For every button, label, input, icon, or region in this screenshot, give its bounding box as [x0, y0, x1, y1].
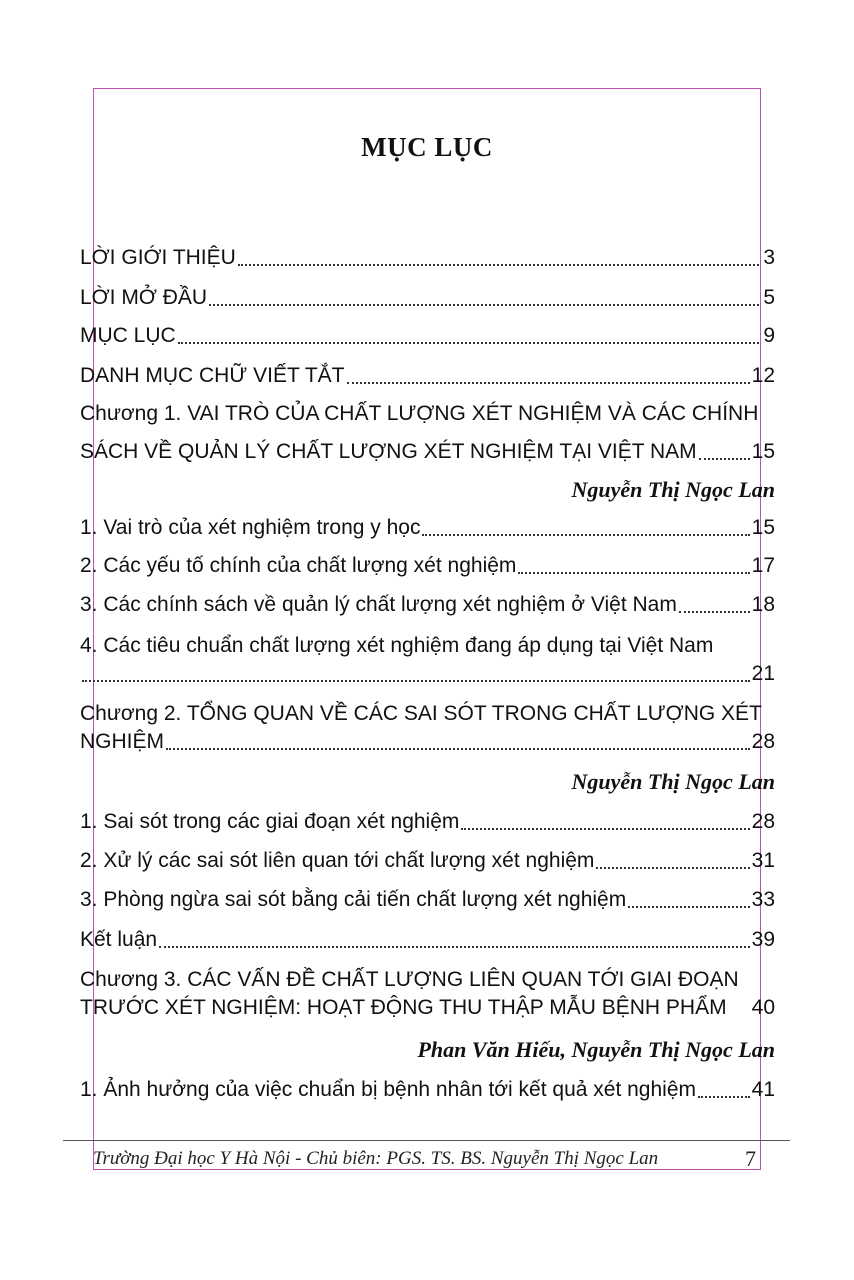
toc-entry[interactable]: [80, 244, 775, 272]
toc-leader-dots: [238, 264, 759, 266]
toc-leader-dots: [698, 1096, 750, 1098]
toc-entry[interactable]: [80, 1076, 775, 1104]
toc-leader-dots: [628, 906, 749, 908]
toc-leader-dots: [699, 458, 750, 460]
toc-entry-line: 4. Các tiêu chuẩn chất lượng xét nghiệm đang áp dụng tại Việt Nam: [80, 634, 714, 657]
toc-entry-title: LỜI GIỚI THIỆU: [80, 246, 236, 269]
toc-page-number: 21: [751, 662, 775, 685]
toc-entry-title: 1. Vai trò của xét nghiệm trong y học: [80, 516, 421, 539]
toc-page-number: 41: [751, 1078, 775, 1101]
toc-page-number: 18: [751, 593, 775, 616]
toc-entry[interactable]: [80, 808, 775, 836]
toc-entry-title: NGHIỆM: [80, 730, 164, 753]
toc-leader-dots: [518, 572, 749, 574]
toc-entry-title: TRƯỚC XÉT NGHIỆM: HOẠT ĐỘNG THU THẬP MẪU BỆNH PHẨM: [80, 996, 727, 1019]
page-title: MỤC LỤC: [361, 132, 493, 162]
toc-page-number: 28: [751, 730, 775, 753]
toc-leader-dots: [209, 304, 759, 306]
toc-entry-title: 1. Sai sót trong các giai đoạn xét nghiệm: [80, 810, 460, 833]
toc-page-number: 12: [751, 364, 775, 387]
toc-page-number: 17: [751, 554, 775, 577]
toc-leader-dots: [82, 680, 750, 682]
toc-page-number: 40: [751, 996, 775, 1019]
toc-entry[interactable]: [80, 438, 775, 466]
toc-entry[interactable]: [80, 926, 775, 954]
toc-entry[interactable]: [80, 660, 775, 688]
footer-divider: [63, 1140, 790, 1141]
toc-leader-dots: [461, 828, 749, 830]
toc-leader-dots: [596, 867, 749, 869]
toc-page-number: 5: [763, 286, 775, 309]
toc-page-number: 15: [751, 516, 775, 539]
toc-entry-title: SÁCH VỀ QUẢN LÝ CHẤT LƯỢNG XÉT NGHIỆM TẠI VIỆT NAM: [80, 440, 697, 463]
toc-author: Nguyễn Thị Ngọc Lan: [571, 769, 775, 794]
toc-page-number: 33: [751, 888, 775, 911]
toc-entry-title: 2. Các yếu tố chính của chất lượng xét nghiệm: [80, 554, 517, 577]
toc-leader-dots: [347, 382, 750, 384]
toc-entry-title: 2. Xử lý các sai sót liên quan tới chất lượng xét nghiệm: [80, 849, 595, 872]
toc-leader-dots: [166, 748, 750, 750]
toc-page-number: 15: [751, 440, 775, 463]
toc-leader-dots: [422, 534, 749, 536]
toc-page-number: 9: [763, 324, 775, 347]
toc-entry[interactable]: [80, 514, 775, 542]
toc-leader-dots: [178, 342, 759, 344]
toc-entry[interactable]: [80, 362, 775, 390]
toc-entry-title: LỜI MỞ ĐẦU: [80, 286, 208, 309]
toc-entry-title: 3. Các chính sách về quản lý chất lượng xét nghiệm ở Việt Nam: [80, 593, 677, 616]
toc-entry[interactable]: [80, 728, 775, 756]
toc-entry[interactable]: [80, 591, 775, 619]
toc-author: Nguyễn Thị Ngọc Lan: [571, 477, 775, 502]
toc-leader-dots: [159, 946, 750, 948]
toc-entry-line: Chương 2. TỔNG QUAN VỀ CÁC SAI SÓT TRONG CHẤT LƯỢNG XÉT: [80, 702, 762, 725]
toc-page-number: 3: [763, 246, 775, 269]
toc-author: Phan Văn Hiếu, Nguyễn Thị Ngọc Lan: [417, 1037, 775, 1062]
toc-page-number: 39: [751, 928, 775, 951]
toc-entry-line: Chương 3. CÁC VẤN ĐỀ CHẤT LƯỢNG LIÊN QUAN TỚI GIAI ĐOẠN: [80, 968, 739, 991]
toc-entry-title: Kết luận: [80, 928, 158, 951]
footer-text: Trường Đại học Y Hà Nội - Chủ biên: PGS. TS. BS. Nguyễn Thị Ngọc Lan: [93, 1148, 659, 1169]
toc-page-number: 31: [751, 849, 775, 872]
toc-entry[interactable]: [80, 994, 775, 1022]
toc-entry-line: Chương 1. VAI TRÒ CỦA CHẤT LƯỢNG XÉT NGHIỆM VÀ CÁC CHÍNH: [80, 402, 759, 425]
toc-entry-title: 3. Phòng ngừa sai sót bằng cải tiến chất lượng xét nghiệm: [80, 888, 627, 911]
toc-entry-title: 1. Ảnh hưởng của việc chuẩn bị bệnh nhân tới kết quả xét nghiệm: [80, 1078, 697, 1101]
toc-entry-title: DANH MỤC CHỮ VIẾT TẮT: [80, 364, 345, 387]
toc-entry-title: MỤC LỤC: [80, 324, 176, 347]
toc-leader-dots: [679, 611, 750, 613]
toc-entry[interactable]: [80, 552, 775, 580]
toc-entry[interactable]: [80, 847, 775, 875]
toc-entry[interactable]: [80, 886, 775, 914]
toc-entry[interactable]: [80, 322, 775, 350]
toc-page-number: 28: [751, 810, 775, 833]
footer-page-number: 7: [745, 1146, 756, 1171]
toc-entry[interactable]: [80, 284, 775, 312]
